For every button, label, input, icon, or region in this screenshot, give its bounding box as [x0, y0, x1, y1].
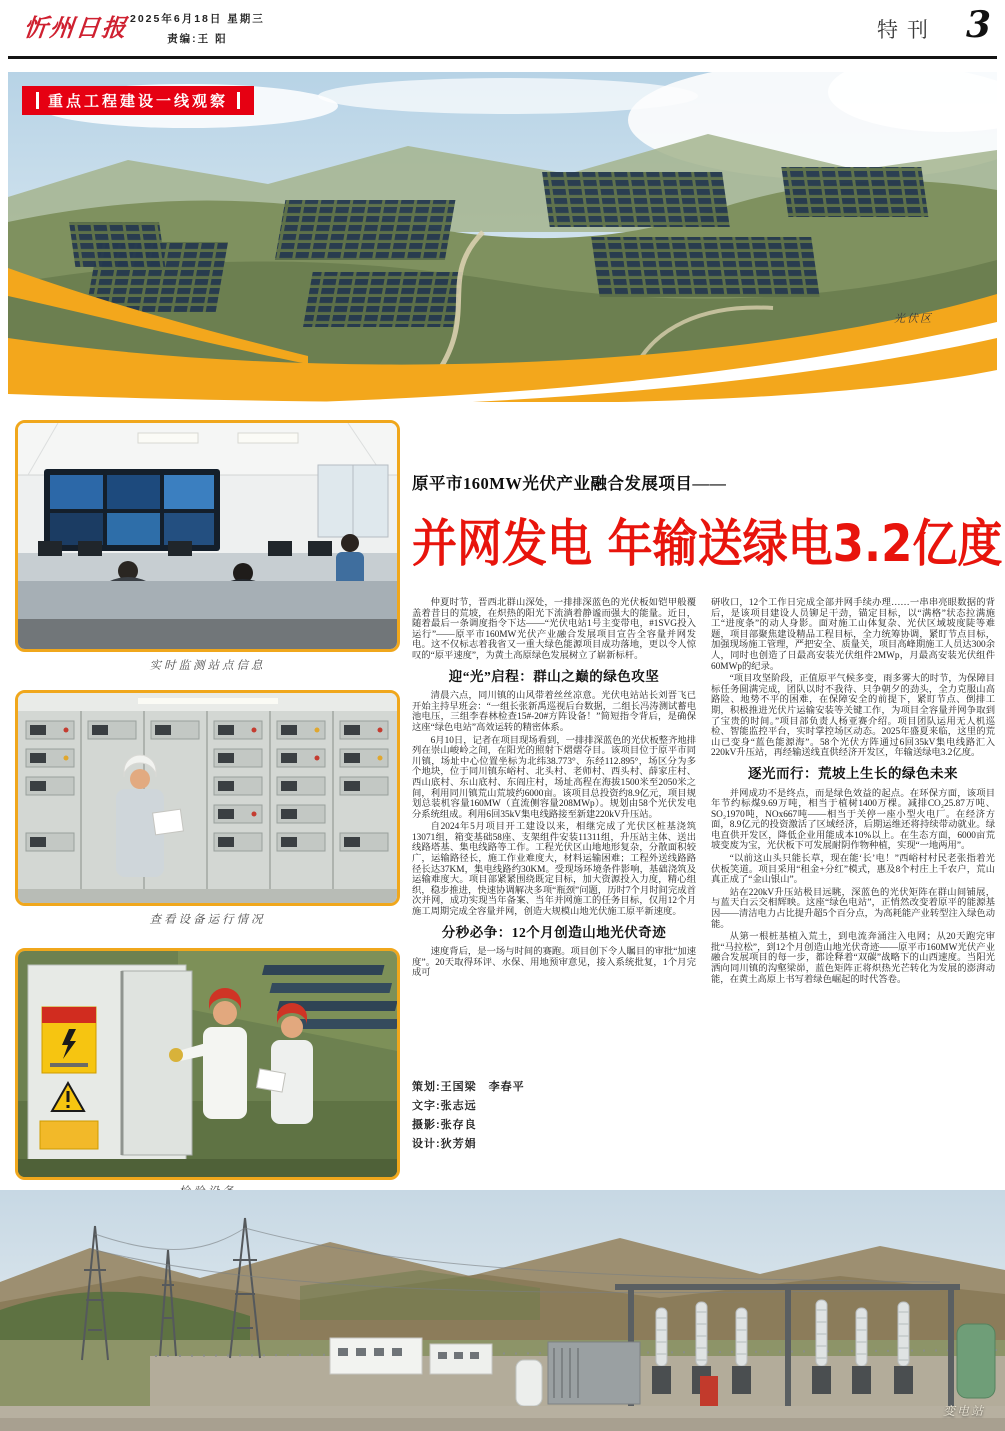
switchgear-room-art [18, 693, 397, 903]
credit-line: 设计:狄芳娟 [412, 1138, 477, 1150]
hero-photo-art [8, 72, 997, 402]
paragraph: “项目攻坚阶段，正值原平气候多变，雨多雾大的时节，为保障目标任务圆满完成，团队以时不我待、只争朝夕的劲头，全力克服山高路险、地势不平的困难，在保障安全的前提下，紧盯节点、倒排工期，积极推进光伏片运输安装等关键工作，为项目全容量并网争取到了宝贵的时间。”项目部负责人杨亚赛介绍。项目团队运用无人机巡检、智能监控平台，实时掌控场区动态。2025年盛夏来临，这里的荒山已变身“蓝色能源海”。58个光伏方阵通过6回35kV集电线路汇入220kV升压站，再经输送线直供经济开发区，年输送绿电3.2亿度。 [711, 674, 995, 759]
photo-control-room [15, 420, 400, 652]
paragraph: 清晨六点，同川镇的山风带着丝丝凉意。光伏电站站长刘晋飞已开始主持早班会：“一组长张新禹巡视后台数据，二组长冯涛测试蓄电池电压，三组李春林检查15#-20#方阵设备！”简短指令背后，是确保这座“绿色电站”高效运转的精密体系。 [412, 691, 696, 733]
paragraph: 6月10日，记者在项目现场看到，一排排深蓝色的光伏板整齐地排列在崇山峻岭之间，在阳光的照射下熠熠夺目。该项目位于原平市同川镇，场址中心位置坐标为北纬38.773°、东经112.895°，场区分为多个地块，位于同川镇东峪村、北头村、老师村、西头村、薛家庄村、西山底村、东山底村、东阎庄村，场址高程在海拔1500米至2050米之间，利用同川镇荒山荒坡约6000亩。该项目总投资约8.9亿元，项目规划总装机容量160MW（直流侧容量208MWp）。规划由58个光伏发电分系统组成。利用6回35kV集电线路接至新建220kV升压站。 [412, 735, 696, 820]
photo-substation [0, 1190, 1005, 1431]
electric-danger-sign-icon [42, 1007, 96, 1073]
paragraph: 并网成功不是终点，而是绿色效益的起点。在环保方面，该项目年节约标煤9.69万吨，相当于植树1400万棵。减排CO₂25.87万吨、SO₂1970吨，NOx667吨——相当于关停一座小型火电厂。在经济方面，8.9亿元的投资激活了区域经济，后期运维还将持续带动就业。绿电直供开发区，降低企业用能成本10%以上。在生态方面，6000亩荒坡变废为宝，光伏板下可发展耐阴作物种植，实现“一地两用”。 [711, 788, 995, 852]
control-room-art [18, 423, 397, 649]
credit-line: 策划:王国梁 李春平 [412, 1081, 525, 1093]
paragraph: 仲夏时节，晋西北群山深处，一排排深蓝色的光伏板如铠甲般覆盖着昔日的荒坡，在炽热的阳光下流淌着静谧而强大的能量。近日，随着最后一条调度指令下达——“光伏电站1号主变带电，#1SVG投入运行”——原平市160MW光伏产业融合发展项目宣告全容量并网发电。这不仅标志着我省又一重大绿色能源项目成功落地，更以令人惊叹的“原平速度”，为黄土高原绿色发展树立了崭新标杆。 [412, 598, 696, 661]
section-banner [22, 86, 254, 115]
credit-line: 摄影:张存良 [412, 1119, 477, 1131]
banner-right-bar-icon [237, 92, 240, 109]
photo-caption-1: 实时监测站点信息 [149, 658, 266, 672]
subheading-3: 逐光而行：荒坡上生长的绿色未来 [748, 765, 958, 781]
date-editor-block [130, 10, 265, 50]
masthead-rule [8, 56, 997, 59]
subheading-2: 分秒必争：12个月创造山地光伏奇迹 [441, 924, 667, 940]
banner-label: 重点工程建设一线观察 [48, 93, 229, 110]
paragraph: “以前这山头只能长草，现在能‘长’电！”西峪村村民老张指着光伏板笑道。项目采用“租金+分红”模式，惠及8个村庄上千农户，荒山真正成了“金山银山”。 [711, 854, 995, 886]
substation-art [0, 1190, 1005, 1431]
article-credits [412, 1078, 525, 1154]
photo-caption-2: 查看设备运行情况 [149, 912, 266, 926]
photo-equipment-check [15, 690, 400, 906]
outdoor-inspection-art [18, 951, 397, 1177]
article-column-1 [412, 598, 696, 987]
photo-inspection [15, 948, 400, 1180]
paper-logo: 忻州日报 [22, 13, 130, 42]
article-headline: 并网发电 年输送绿电3.2亿度 [412, 514, 1003, 574]
credit-line: 文字:张志远 [412, 1100, 477, 1112]
article-body [412, 598, 995, 987]
subheading-1: 迎“光”启程：群山之巅的绿色攻坚 [448, 668, 660, 684]
paragraph: 从第一根桩基植入荒土，到电流奔涌注入电网；从20天跑完审批“马拉松”，到12个月创造山地光伏奇迹——原平市160MW光伏产业融合发展项目的每一步，都诠释着“双碳”战略下的山西速度。当阳光洒向同川镇的沟壑梁峁，蓝色矩阵正将炽热光芒转化为发展的澎湃动能，在黄土高原上书写着绿色崛起的时代答卷。 [711, 932, 995, 985]
article-kicker: 原平市160MW光伏产业融合发展项目—— [412, 474, 727, 493]
bottom-photo-label: 变电站 [942, 1404, 985, 1418]
hero-aerial-photo [8, 72, 997, 402]
paragraph: 速度背后，是一场与时间的赛跑。项目创下令人瞩目的审批“加速度”。20天取得环评、水保、用地预审意见，接入系统批复，1个月完成可 [412, 947, 696, 979]
paragraph: 自2024年5月项目开工建设以来，相继完成了光伏区桩基浇筑13071组，箱变基础58座、支架组件安装11311组，升压站主体、送出线路塔基、集电线路等工作。工程光伏区山地地形复杂，分散面积较广，运输路径长，施工作业难度大，材料运输困难；工程外送线路路径长达37KM，集电线路约30KM。受现场环境条件影响，基础浇筑及运输难度大。项目部紧紧围绕既定目标，加大资源投入力度，精心组织，稳步推进，快速协调解决多项“瓶颈”问题，历时7个月时间完成首次并网，成功实现当年备案、当年并网施工的任务目标，仅用12个月施工周期完成全容量并网，创造大规模山地光伏施工原平新速度。 [412, 822, 696, 918]
date-text: 2025年6月18日 星期三 [130, 13, 265, 25]
article-column-2 [711, 598, 995, 987]
paragraph: 研收口，12个工作日完成全部并网手续办理……一串串亮眼数据的背后，是该项目建设人员铆足干劲，锚定目标，以“满格”状态拉满施工“进度条”的动人身影。面对施工山体复杂、光伏区域坡度陡等难题，项目部聚焦建设精品工程目标，全力统筹协调，紧盯节点目标，加强现场施工管理，严把安全、质量关，项目高峰期施工人员达300余人，同时也创造了日最高安装光伏组件2MWp，月最高安装光伏组件60MWp的纪录。 [711, 598, 995, 672]
edition-label: 特刊 [877, 19, 937, 42]
hero-photo-label: 光伏区 [894, 313, 933, 325]
page-number: 3 [965, 4, 991, 46]
paragraph: 站在220kV升压站极目远眺，深蓝色的光伏矩阵在群山间铺展，与蓝天白云交相辉映。这座“绿色电站”，正悄然改变着原平的能源基因——清洁电力占比提升超5个百分点，为高耗能产业转型注入绿色动能。 [711, 887, 995, 930]
editor-text: 责编:王 阳 [167, 32, 228, 45]
